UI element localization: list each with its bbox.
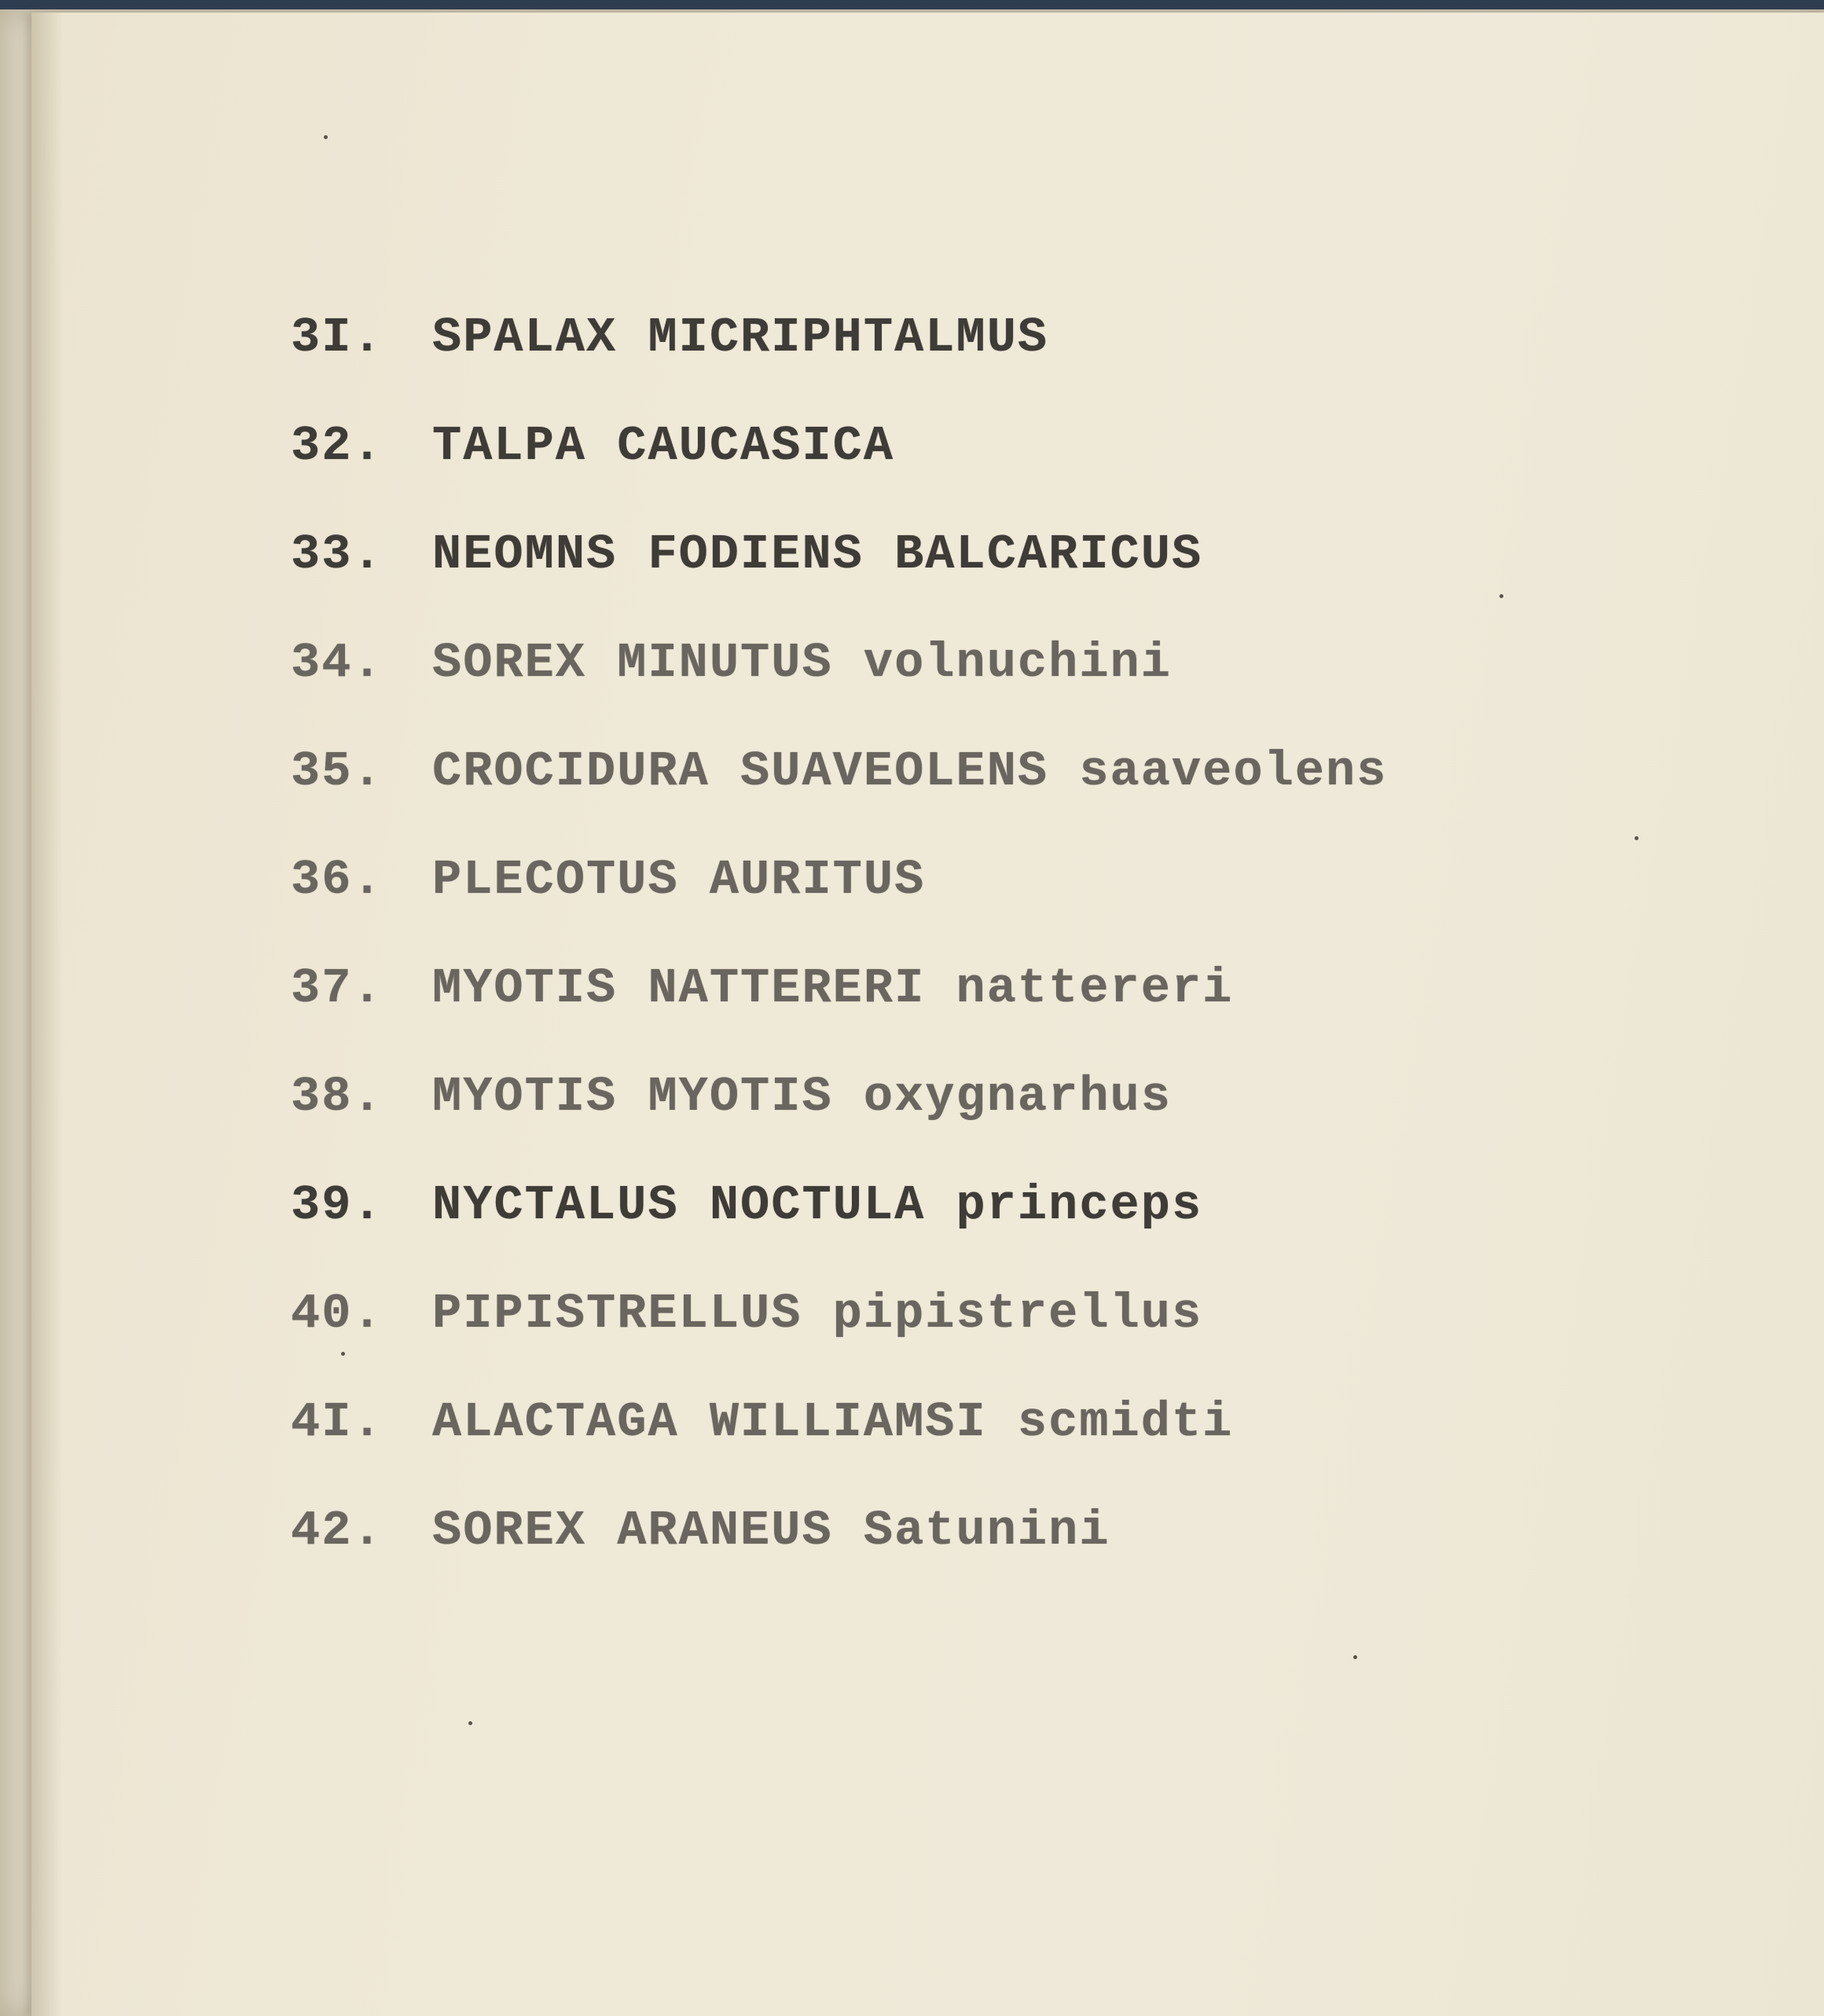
entry-number: 4I. bbox=[291, 1394, 384, 1450]
species-name: MYOTIS MYOTIS oxygnarhus bbox=[432, 1069, 1172, 1125]
list-item bbox=[291, 1500, 1387, 1608]
entry-number: 32. bbox=[291, 418, 384, 474]
list-item bbox=[291, 307, 1387, 415]
list-item bbox=[291, 740, 1387, 849]
species-name: PLECOTUS AURITUS bbox=[432, 852, 926, 908]
list-item bbox=[291, 1391, 1387, 1500]
species-name: SOREX MINUTUS volnuchini bbox=[432, 635, 1172, 691]
entry-number: 37. bbox=[291, 960, 384, 1016]
species-name: NYCTALUS NOCTULA princeps bbox=[432, 1177, 1203, 1233]
list-item bbox=[291, 523, 1387, 632]
page-edge-shadow bbox=[31, 13, 63, 2016]
entry-number: 36. bbox=[291, 852, 384, 908]
species-name: SOREX ARANEUS Satunini bbox=[432, 1503, 1110, 1559]
list-item bbox=[291, 415, 1387, 523]
ink-speck bbox=[468, 1721, 472, 1725]
ink-speck bbox=[1635, 836, 1639, 840]
entry-number: 38. bbox=[291, 1069, 384, 1125]
list-item bbox=[291, 957, 1387, 1066]
entry-number: 35. bbox=[291, 744, 384, 799]
species-name: ALACTAGA WILLIAMSI scmidti bbox=[432, 1394, 1234, 1450]
entry-number: 34. bbox=[291, 635, 384, 691]
species-name: CROCIDURA SUAVEOLENS saaveolens bbox=[432, 744, 1388, 799]
ink-speck bbox=[1353, 1655, 1357, 1659]
list-item bbox=[291, 1066, 1387, 1174]
ink-speck bbox=[324, 135, 328, 139]
species-name: SPALAX MICRIPHTALMUS bbox=[432, 310, 1049, 365]
list-item bbox=[291, 1174, 1387, 1283]
list-item bbox=[291, 1283, 1387, 1391]
list-item bbox=[291, 632, 1387, 740]
species-name: TALPA CAUCASICA bbox=[432, 418, 895, 474]
entry-number: 3I. bbox=[291, 310, 384, 365]
list-item bbox=[291, 849, 1387, 957]
species-list bbox=[291, 307, 1387, 1608]
entry-number: 33. bbox=[291, 527, 384, 582]
entry-number: 42. bbox=[291, 1503, 384, 1559]
entry-number: 39. bbox=[291, 1177, 384, 1233]
species-name: NEOMNS FODIENS BALCARICUS bbox=[432, 527, 1203, 582]
ink-speck bbox=[1499, 594, 1503, 598]
entry-number: 40. bbox=[291, 1286, 384, 1342]
species-name: PIPISTRELLUS pipistrellus bbox=[432, 1286, 1203, 1342]
species-name: MYOTIS NATTERERI nattereri bbox=[432, 960, 1234, 1016]
